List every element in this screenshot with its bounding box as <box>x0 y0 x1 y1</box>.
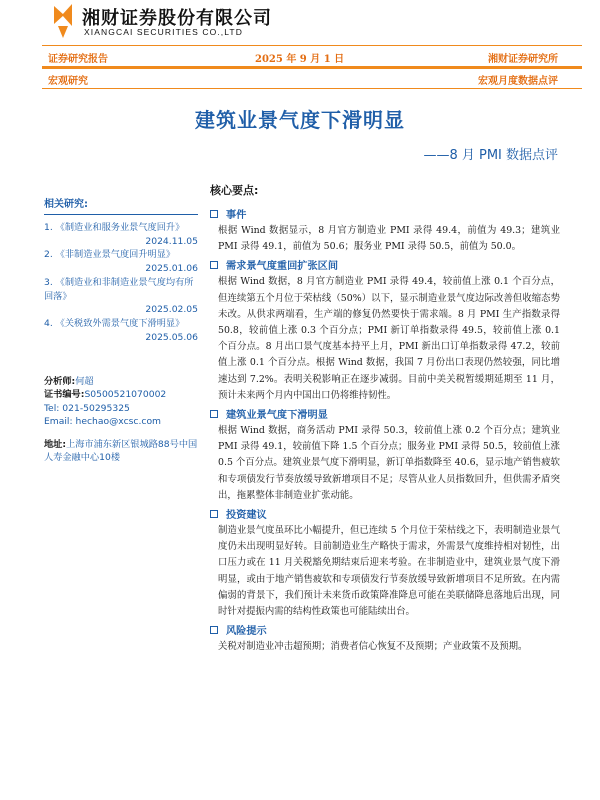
section-heading <box>210 206 560 221</box>
section-paragraph: 关税对制造业冲击超预期；消费者信心恢复不及预期；产业政策不及预期。 <box>218 641 528 653</box>
key-points-heading: 核心要点: <box>210 184 259 197</box>
section-paragraph: 根据 Wind 数据显示，8 月官方制造业 PMI 录得 49.4，前值为 49.3；建筑业 PMI 录得 49.1，前值为 50.6；服务业 PMI 录得 50.5，前值为 50.0。 <box>218 225 560 253</box>
related-research-date: 2024.11.05 <box>145 235 198 247</box>
address-info <box>44 438 204 465</box>
related-research-date: 2025.05.06 <box>145 331 198 343</box>
address-label: 地址: <box>44 439 67 450</box>
section-title: 建筑业景气度下滑明显 <box>226 410 328 422</box>
square-bullet-icon <box>210 410 218 418</box>
header-bar <box>42 66 582 69</box>
related-research-item[interactable] <box>44 248 198 275</box>
email-label: Email: <box>44 416 73 428</box>
header-divider-top <box>42 45 582 46</box>
tel-number: 021-50295325 <box>62 402 130 414</box>
address-text: 上海市浦东新区银城路88号中国人寿金融中心10楼 <box>44 439 198 464</box>
related-research-title[interactable]: 4. 《关税致外需景气度下滑明显》 <box>44 317 185 329</box>
section-title: 需求景气度重回扩张区间 <box>226 261 339 273</box>
cert-label: 证书编号: <box>44 389 85 401</box>
related-research-title[interactable]: 2. 《非制造业景气度回升明显》 <box>44 249 176 261</box>
analyst-info <box>44 375 204 429</box>
square-bullet-icon <box>210 261 218 269</box>
page-subtitle: ——8 月 PMI 数据点评 <box>423 148 558 163</box>
related-research-title[interactable]: 1. 《制造业和服务业景气度回升》 <box>44 222 185 233</box>
analyst-label: 分析师: <box>44 376 76 387</box>
square-bullet-icon <box>210 626 218 634</box>
cert-number: S0500521070002 <box>84 389 167 401</box>
section-title: 事件 <box>226 210 247 221</box>
section-paragraph: 根据 Wind 数据，商务活动 PMI 录得 50.3，较前值上涨 0.2 个百分点；建筑业 PMI 录得 49.1，较前值下降 1.5 个百分点；服务业 PMI 录得 50.5，较前值上涨 0.5 个百分点。建筑业景气度下滑明显，新订单指数降至 40.6，显示地产销售疲软和专项债发行节奏放缓导致新增项目不足；尽管从业人员指数回升，但供需矛盾突出，拖累整体非制造业扩张动能。 <box>218 425 560 501</box>
related-research-item[interactable] <box>44 221 198 248</box>
report-date: 2025 年 9 月 1 日 <box>255 54 345 65</box>
tel-label: Tel: <box>44 402 60 414</box>
page-title: 建筑业景气度下滑明显 <box>195 108 405 132</box>
report-category: 宏观研究 <box>48 76 88 87</box>
related-research-date: 2025.01.06 <box>145 263 198 275</box>
section-heading <box>210 506 560 521</box>
related-research-item[interactable] <box>44 317 198 344</box>
report-type: 证券研究报告 <box>48 54 108 65</box>
section-heading <box>210 406 560 421</box>
section-title: 风险提示 <box>226 626 267 638</box>
email-address[interactable]: hechao@xcsc.com <box>75 416 162 428</box>
related-research-title[interactable]: 3. 《制造业和非制造业景气度均有所回落》 <box>44 276 194 302</box>
related-research-list <box>44 221 198 344</box>
main-content <box>210 182 560 657</box>
analyst-name: 何超 <box>75 376 94 387</box>
section-paragraph: 根据 Wind 数据，8 月官方制造业 PMI 录得 49.4，较前值上涨 0.1 个百分点，但连续第五个月位于荣枯线（50%）以下，显示制造业景气度边际改善但收缩态势未改。从供求两端看，生产端的修复仍然要快于需求端。8 月 PMI 生产指数录得 50.8，较前值上涨 0.3 个百分点；PMI 新订单指数录得 49.5，较前值上涨 0.1 个百分点。8 月出口景气度基本持平上月，PMI 新出口订单指数录得 47.2，较前值上涨 0.1 个百分点。根据 Wind 数据，我国 7 月份出口表现仍然较强，同比增速达到 7.2%。表明关税影响正在逐步减弱。目前中美关税暂缓期延期至 11 月，预计未来两个月内中国出口仍将维持韧性。 <box>218 276 560 401</box>
related-research-heading: 相关研究: <box>44 195 198 215</box>
square-bullet-icon <box>210 210 218 218</box>
section-heading <box>210 622 560 637</box>
xiangcai-logo-icon <box>50 2 76 40</box>
section-title: 投资建议 <box>226 510 267 522</box>
company-name-cn: 湘财证券股份有限公司 <box>82 8 272 29</box>
related-research-item[interactable] <box>44 276 198 317</box>
company-name-en: XIANGCAI SECURITIES CO.,LTD <box>84 27 243 37</box>
related-research <box>44 195 198 344</box>
header-divider-bottom <box>42 88 582 89</box>
related-research-date: 2025.02.05 <box>145 304 198 316</box>
square-bullet-icon <box>210 510 218 518</box>
section-paragraph: 制造业景气度虽环比小幅提升，但已连续 5 个月位于荣枯线之下，表明制造业景气度仍未出现明显好转。目前制造业生产略快于需求，外需景气度维持相对韧性，出口压力或在 11 月关税豁免期结束后迎来考验。在非制造业中，建筑业景气度下滑明显，或由于地产销售疲软和专项债发行节奏放缓导致新增项目不足所致。在内需偏弱的背景下，我们预计未来货币政策降准降息可能在美联储降息落地后出现，同时针对提振内需的结构性政策也可能陆续出台。 <box>218 525 560 618</box>
report-series: 宏观月度数据点评 <box>478 76 558 87</box>
section-heading <box>210 257 560 272</box>
institute-name: 湘财证券研究所 <box>488 54 558 65</box>
